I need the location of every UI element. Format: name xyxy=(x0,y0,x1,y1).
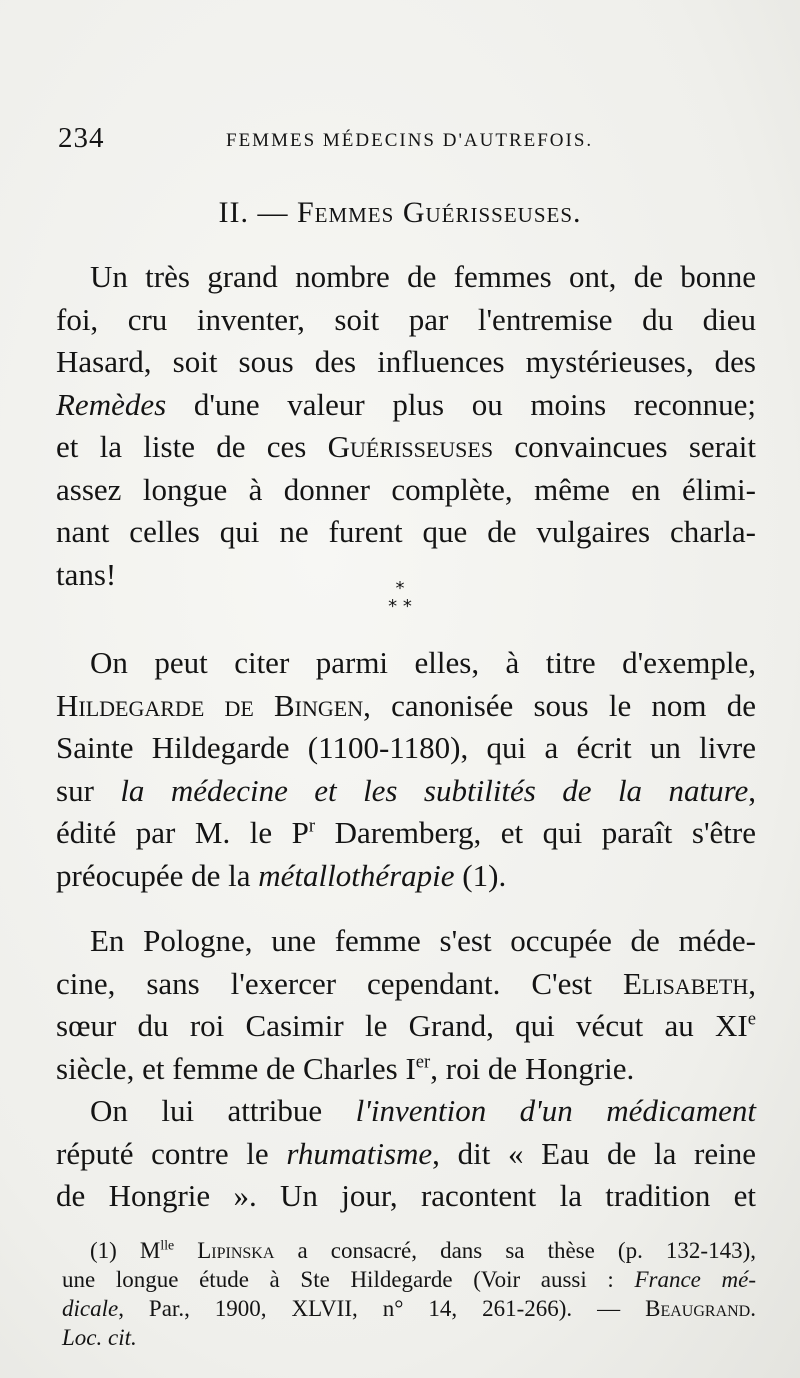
italic-text: l'invention d'un médicament xyxy=(355,1093,756,1128)
footnote-line xyxy=(62,1265,756,1294)
italic-text: dicale xyxy=(62,1296,119,1321)
text-line xyxy=(56,1048,756,1091)
text-line: En Pologne, une femme s'est occupée de méde- xyxy=(90,923,756,958)
text-line: Hasard, soit sous des influences mystérieuses, des xyxy=(56,344,756,379)
italic-text: rhumatisme xyxy=(286,1135,433,1171)
section-number: II. — xyxy=(218,196,297,229)
italic-text: France mé- xyxy=(634,1267,756,1292)
text-span: sur xyxy=(56,772,121,808)
page-number: 234 xyxy=(58,122,105,154)
superscript: er xyxy=(415,1051,431,1073)
text-span: , dit « Eau de la reine xyxy=(432,1135,756,1171)
asterism xyxy=(370,580,430,616)
small-caps-text: Guérisseuses xyxy=(327,429,494,464)
text-line: On peut citer parmi elles, à titre d'exemple, xyxy=(90,645,756,680)
text-line xyxy=(56,770,756,813)
text-line xyxy=(56,1133,756,1176)
superscript: e xyxy=(747,1008,756,1030)
footnote-line xyxy=(62,1294,756,1323)
running-head xyxy=(58,122,758,162)
text-span: édité par M. le P xyxy=(56,815,309,850)
asterism-top: * xyxy=(395,578,405,599)
text-line: Sainte Hildegarde (1100-1180), qui a écrit un livre xyxy=(56,730,756,765)
italic-text: métallothérapie xyxy=(258,857,455,893)
text-span: cine, sans l'exercer cependant. C'est xyxy=(56,965,623,1001)
text-span: On lui attribue xyxy=(90,1093,356,1128)
text-span: , xyxy=(748,772,757,808)
section-heading xyxy=(0,196,800,230)
small-caps-text: Beaugrand xyxy=(645,1296,751,1321)
text-span: (1) M xyxy=(90,1238,161,1263)
text-line xyxy=(56,855,756,898)
text-span: d'une valeur plus ou moins reconnue; xyxy=(166,386,756,422)
text-span: (1). xyxy=(454,857,507,893)
text-span: siècle, et femme de Charles I xyxy=(56,1050,416,1086)
text-line xyxy=(56,384,756,427)
footnote-line xyxy=(62,1236,756,1265)
superscript: lle xyxy=(160,1237,175,1253)
italic-text: Remèdes xyxy=(56,386,167,422)
text-line xyxy=(56,426,756,469)
paragraph-2 xyxy=(56,642,756,897)
text-line xyxy=(56,963,756,1006)
text-span: , xyxy=(748,965,756,1001)
text-span: , canonisée sous le nom de xyxy=(363,687,756,723)
asterism-bottom: * * xyxy=(388,596,412,617)
section-title: Femmes Guérisseuses. xyxy=(296,196,582,229)
paragraph-3 xyxy=(56,920,756,1090)
italic-text: la médecine et les subtilités de la nature xyxy=(120,772,749,808)
running-title: FEMMES MÉDECINS D'AUTREFOIS. xyxy=(226,130,594,151)
text-line xyxy=(56,1005,756,1048)
text-span: , Par., 1900, XLVII, n° 14, 261-266). — xyxy=(118,1296,646,1321)
paragraph-1 xyxy=(56,256,756,599)
text-line: de Hongrie ». Un jour, racontent la tradition et xyxy=(56,1178,756,1213)
footnote xyxy=(62,1236,756,1352)
text-line xyxy=(56,812,756,855)
text-line: tans! xyxy=(56,556,117,592)
paragraph-4 xyxy=(56,1090,756,1218)
text-span: préocupée de la xyxy=(56,857,259,893)
text-span: une longue étude à Ste Hildegarde (Voir aussi : xyxy=(62,1267,635,1292)
text-line xyxy=(56,685,756,728)
text-span: sœur du roi Casimir le Grand, qui vécut au XI xyxy=(56,1008,748,1043)
footnote-line xyxy=(62,1323,756,1352)
text-span: . xyxy=(750,1296,756,1321)
text-line xyxy=(56,1090,756,1133)
small-caps-text: Lipinska xyxy=(174,1238,275,1263)
text-span: et la liste de ces xyxy=(56,429,328,464)
text-span: a consacré, dans sa thèse (p. 132-143), xyxy=(274,1238,756,1263)
text-span: Daremberg, et qui paraît s'être xyxy=(315,815,756,850)
text-span: convaincues serait xyxy=(493,429,756,464)
italic-text: Loc. cit. xyxy=(62,1325,137,1350)
text-span: , roi de Hongrie. xyxy=(430,1050,635,1086)
small-caps-text: Hildegarde de Bingen xyxy=(56,687,364,723)
text-line: nant celles qui ne furent que de vulgaires charla- xyxy=(56,514,756,549)
text-line: Un très grand nombre de femmes ont, de bonne xyxy=(90,259,756,294)
text-line: foi, cru inventer, soit par l'entremise du dieu xyxy=(56,301,756,337)
small-caps-text: Elisabeth xyxy=(622,965,749,1001)
superscript: r xyxy=(308,815,316,837)
text-line: assez longue à donner complète, même en élimi- xyxy=(56,471,756,507)
text-span: réputé contre le xyxy=(56,1135,287,1171)
